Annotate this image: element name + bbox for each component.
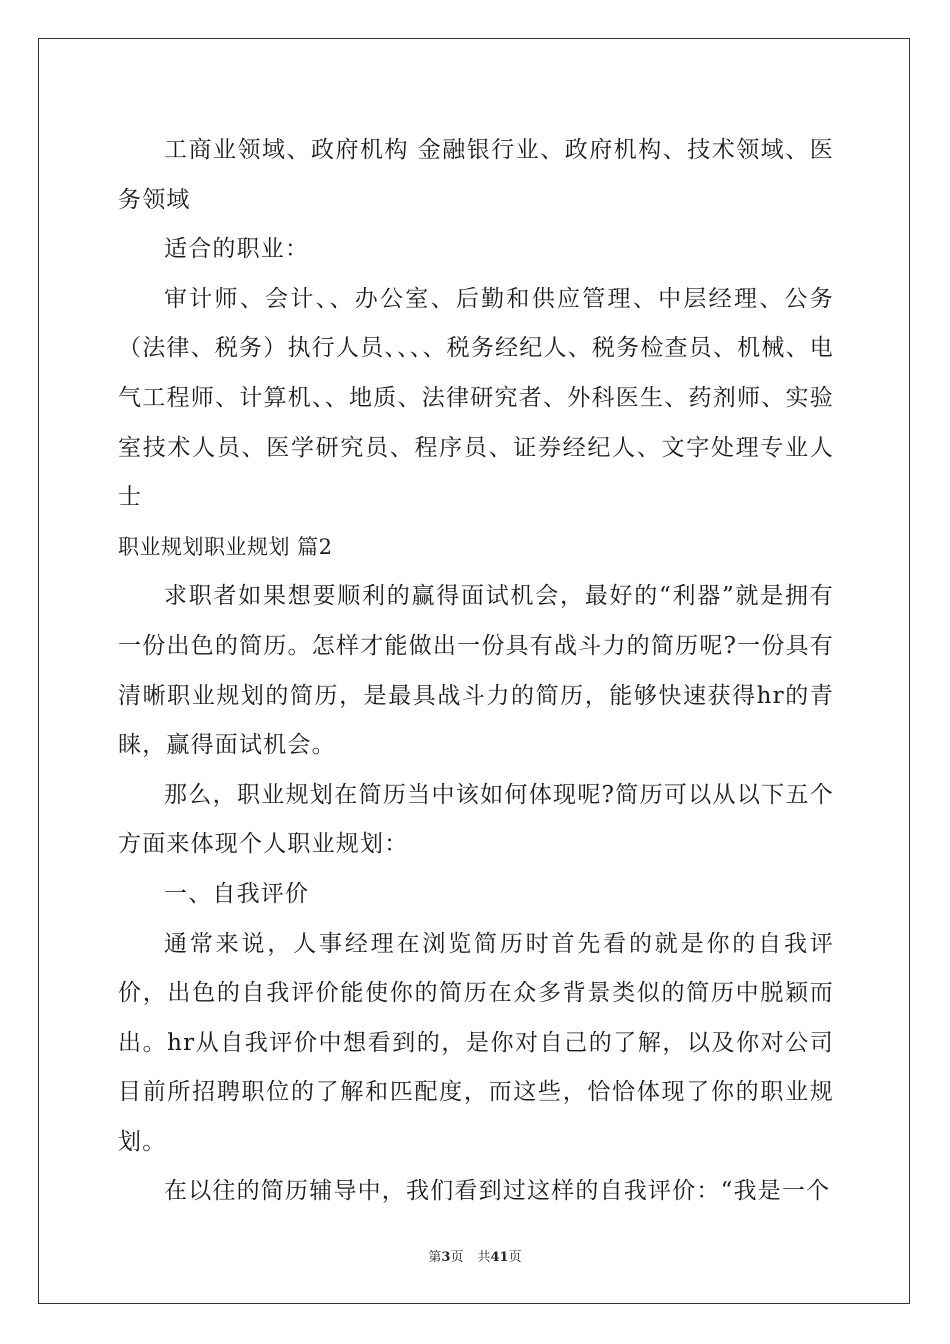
paragraph-fields: 工商业领域、政府机构 金融银行业、政府机构、技术领域、医务领域 <box>118 137 834 213</box>
current-page-number: 3 <box>441 1250 451 1265</box>
page-suffix: 页 <box>450 1250 464 1265</box>
page-footer <box>0 1246 950 1265</box>
document-body <box>118 126 834 1217</box>
total-suffix: 页 <box>508 1250 522 1265</box>
section-heading: 职业规划职业规划 篇2 <box>118 534 333 559</box>
paragraph-question: 那么，职业规划在简历当中该如何体现呢?简历可以从以下五个方面来体现个人职业规划： <box>118 781 834 858</box>
page-prefix: 第 <box>428 1250 442 1265</box>
paragraph-intro: 求职者如果想要顺利的赢得面试机会，最好的“利器”就是拥有一份出色的简历。怎样才能做出一份具有战斗力的简历呢?一份具有清晰职业规划的简历，是最具战斗力的简历，能够快速获得hr的青睐，赢得面试机会。 <box>118 583 834 759</box>
subheading-self-evaluation: 一、自我评价 <box>164 880 310 907</box>
total-prefix: 共 <box>477 1250 491 1265</box>
paragraph-example: 在以往的简历辅导中，我们看到过这样的自我评价：“我是一个 <box>164 1178 831 1205</box>
total-page-count: 41 <box>490 1250 509 1265</box>
paragraph-self-evaluation: 通常来说，人事经理在浏览简历时首先看的就是你的自我评价，出色的自我评价能使你的简历在众多背景类似的简历中脱颖而出。hr从自我评价中想看到的，是你对自己的了解，以及你对公司目前所招聘职位的了解和匹配度，而这些，恰恰体现了你的职业规划。 <box>118 930 834 1155</box>
paragraph-suitable-jobs-label: 适合的职业： <box>164 236 310 263</box>
paragraph-job-list: 审计师、会计、、办公室、后勤和供应管理、中层经理、公务（法律、税务）执行人员、、、、税务经纪人、税务检查员、机械、电气工程师、计算机、、地质、法律研究者、外科医生、药剂师、实验室技术人员、医学研究员、程序员、证券经纪人、文字处理专业人士 <box>118 285 834 511</box>
